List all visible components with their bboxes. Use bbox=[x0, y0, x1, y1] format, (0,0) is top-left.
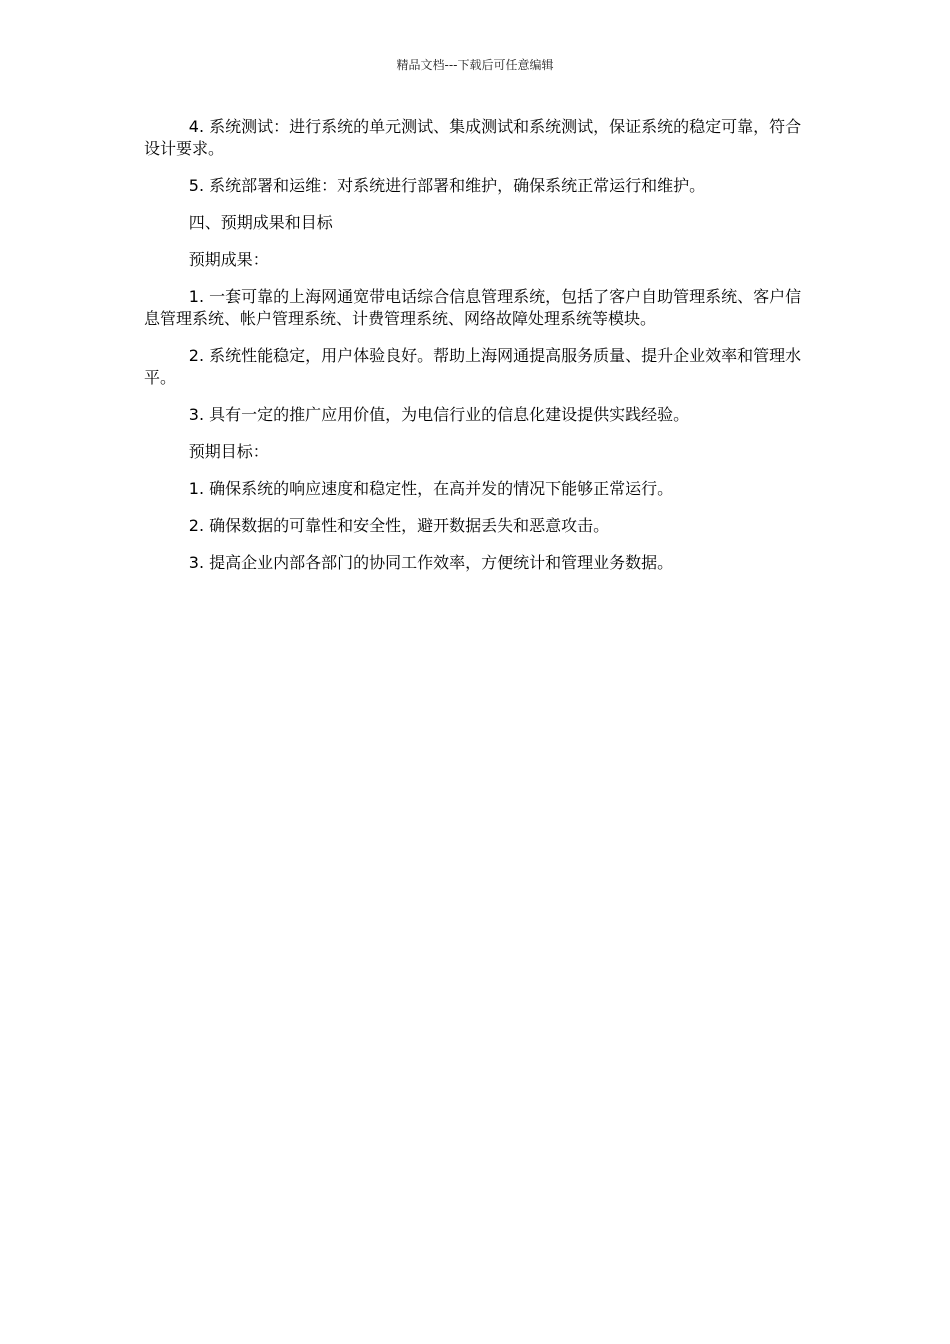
page-header: 精品文档---下载后可任意编辑 bbox=[396, 58, 554, 72]
subheading-goals: 预期目标： bbox=[188, 442, 269, 461]
section-heading: 四、预期成果和目标 bbox=[188, 213, 333, 232]
goal-item-2: 2. 确保数据的可靠性和安全性，避开数据丢失和恶意攻击。 bbox=[188, 516, 610, 535]
goal-item-1: 1. 确保系统的响应速度和稳定性，在高并发的情况下能够正常运行。 bbox=[188, 479, 674, 498]
subheading-results: 预期成果： bbox=[188, 250, 269, 269]
result-item-3: 3. 具有一定的推广应用价值，为电信行业的信息化建设提供实践经验。 bbox=[188, 405, 690, 424]
paragraph-testing: 4. 系统测试：进行系统的单元测试、集成测试和系统测试，保证系统的稳定可靠，符合设计要求。 bbox=[144, 117, 802, 158]
document-body bbox=[144, 116, 806, 589]
result-item-2: 2. 系统性能稳定，用户体验良好。帮助上海网通提高服务质量、提升企业效率和管理水平。 bbox=[144, 346, 802, 387]
goal-item-3: 3. 提高企业内部各部门的协同工作效率，方便统计和管理业务数据。 bbox=[188, 553, 674, 572]
paragraph-deployment: 5. 系统部署和运维：对系统进行部署和维护，确保系统正常运行和维护。 bbox=[188, 176, 706, 195]
result-item-1: 1. 一套可靠的上海网通宽带电话综合信息管理系统，包括了客户自助管理系统、客户信息管理系统、帐户管理系统、计费管理系统、网络故障处理系统等模块。 bbox=[144, 287, 802, 328]
